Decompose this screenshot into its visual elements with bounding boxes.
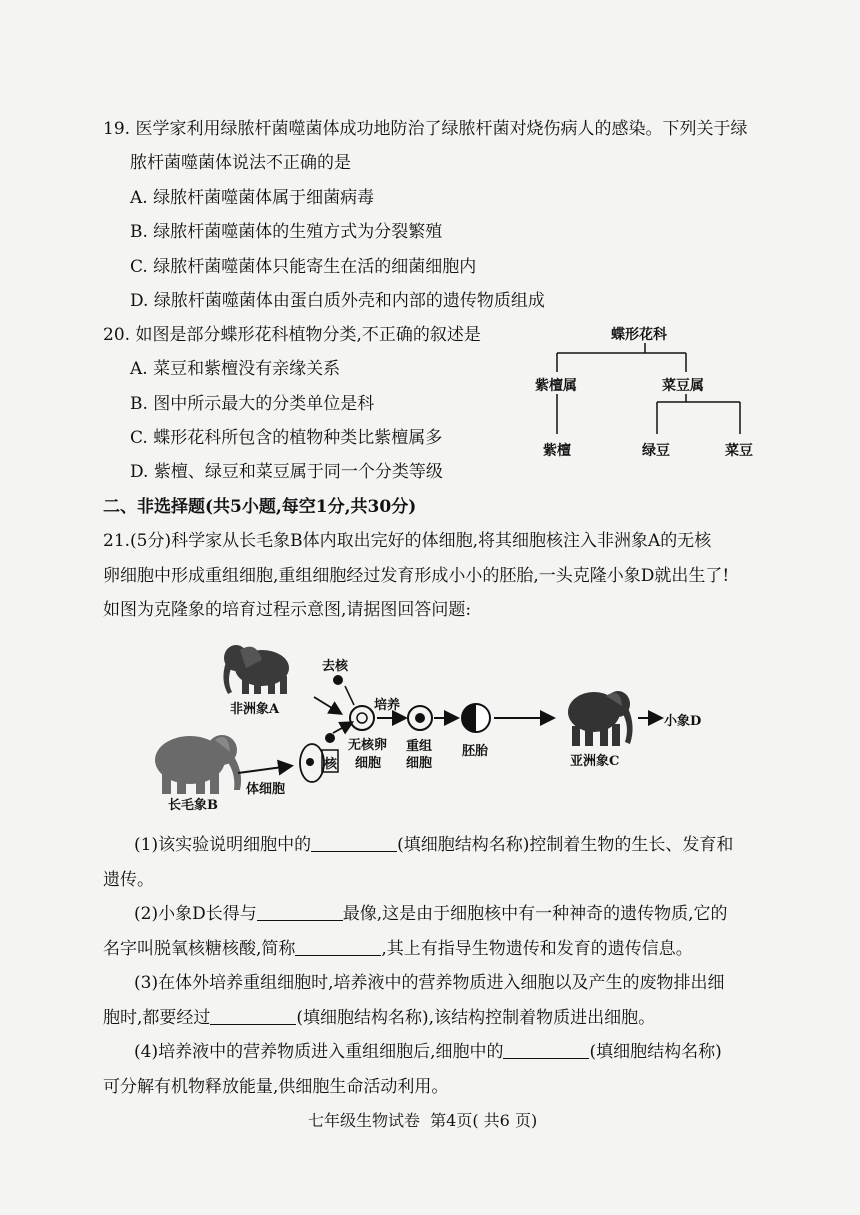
q20-stem: 20. 如图是部分蝶形花科植物分类,不正确的叙述是 xyxy=(103,325,481,345)
q21-intro-line3: 如图为克隆象的培育过程示意图,请据图回答问题: xyxy=(103,600,472,620)
label-elephant-a: 非洲象A xyxy=(230,702,280,717)
answer-blank-2[interactable] xyxy=(257,904,343,921)
label-elephant-c: 亚洲象C xyxy=(570,754,620,769)
label-remove-nucleus: 去核 xyxy=(322,659,349,674)
tree-family-label: 蝶形花科 xyxy=(611,327,667,343)
q21-part1-line1: (1)该实验说明细胞中的 (填细胞结构名称)控制着生物的生长、发育和 xyxy=(134,835,734,855)
q19-option-a: A. 绿脓杆菌噬菌体属于细菌病毒 xyxy=(130,188,375,208)
section2-heading: 二、非选择题(共5小题,每空1分,共30分) xyxy=(103,497,417,517)
q21-intro-line2: 卵细胞中形成重组细胞,重组细胞经过发育形成小小的胚胎,一头克隆小象D就出生了! xyxy=(103,566,730,586)
elephant-c-image xyxy=(568,691,633,746)
q19-option-d: D. 绿脓杆菌噬菌体由蛋白质外壳和内部的遗传物质组成 xyxy=(130,291,545,311)
page-footer: 七年级生物试卷 第4页( 共6 页) xyxy=(308,1111,538,1130)
q20-option-d: D. 紫檀、绿豆和菜豆属于同一个分类等级 xyxy=(130,462,443,482)
label-culture: 培养 xyxy=(374,698,401,713)
q20-option-c: C. 蝶形花科所包含的植物种类比紫檀属多 xyxy=(130,428,443,448)
label-baby-d: 小象D xyxy=(664,714,702,729)
tree-species-3: 菜豆 xyxy=(725,443,753,459)
label-elephant-b: 长毛象B xyxy=(168,798,218,813)
q21-part1-line2: 遗传。 xyxy=(103,870,154,890)
label-embryo: 胚胎 xyxy=(462,744,489,759)
q21-part4-line2: 可分解有机物释放能量,供细胞生命活动利用。 xyxy=(103,1077,449,1097)
q21-intro-line1: 21.(5分)科学家从长毛象B体内取出完好的体细胞,将其细胞核注入非洲象A的无核 xyxy=(103,531,712,551)
q21-part2-line1: (2)小象D长得与 最像,这是由于细胞核中有一种神奇的遗传物质,它的 xyxy=(134,904,728,924)
answer-blank-5[interactable] xyxy=(503,1042,589,1059)
elephant-b-image xyxy=(155,735,241,794)
tree-species-2: 绿豆 xyxy=(642,443,670,459)
label-enucleated-egg-1: 无核卵 xyxy=(348,738,388,753)
answer-blank-3[interactable] xyxy=(295,939,381,956)
removed-nucleus-dot xyxy=(333,675,343,685)
q19-stem-line1: 19. 医学家利用绿脓杆菌噬菌体成功地防治了绿脓杆菌对烧伤病人的感染。下列关于绿 xyxy=(103,119,748,139)
q19-option-b: B. 绿脓杆菌噬菌体的生殖方式为分裂繁殖 xyxy=(130,222,443,242)
q21-part3-line1: (3)在体外培养重组细胞时,培养液中的营养物质进入细胞以及产生的废物排出细 xyxy=(134,973,725,993)
answer-blank-4[interactable] xyxy=(210,1008,296,1025)
q20-option-b: B. 图中所示最大的分类单位是科 xyxy=(130,394,375,414)
label-nucleus: 核 xyxy=(324,757,338,772)
tree-genus-left: 紫檀属 xyxy=(535,378,577,394)
q19-stem-line2: 脓杆菌噬菌体说法不正确的是 xyxy=(130,153,351,173)
q21-part4-line1: (4)培养液中的营养物质进入重组细胞后,细胞中的 (填细胞结构名称) xyxy=(134,1042,722,1062)
q21-part2-line2: 名字叫脱氧核糖核酸,简称 ,其上有指导生物遗传和发育的遗传信息。 xyxy=(103,939,693,959)
q19-option-c: C. 绿脓杆菌噬菌体只能寄生在活的细菌细胞内 xyxy=(130,257,477,277)
tree-species-1: 紫檀 xyxy=(543,443,571,459)
label-recomb-1: 重组 xyxy=(406,739,433,754)
label-enucleated-egg-2: 细胞 xyxy=(355,756,382,771)
elephant-a-image xyxy=(223,645,289,694)
label-recomb-2: 细胞 xyxy=(406,756,433,771)
tree-genus-right: 菜豆属 xyxy=(662,378,704,394)
q21-part3-line2: 胞时,都要经过 (填细胞结构名称),该结构控制着物质进出细胞。 xyxy=(103,1008,656,1028)
answer-blank-1[interactable] xyxy=(311,835,397,852)
q20-option-a: A. 菜豆和紫檀没有亲缘关系 xyxy=(130,359,341,379)
label-body-cell: 体细胞 xyxy=(246,782,286,797)
